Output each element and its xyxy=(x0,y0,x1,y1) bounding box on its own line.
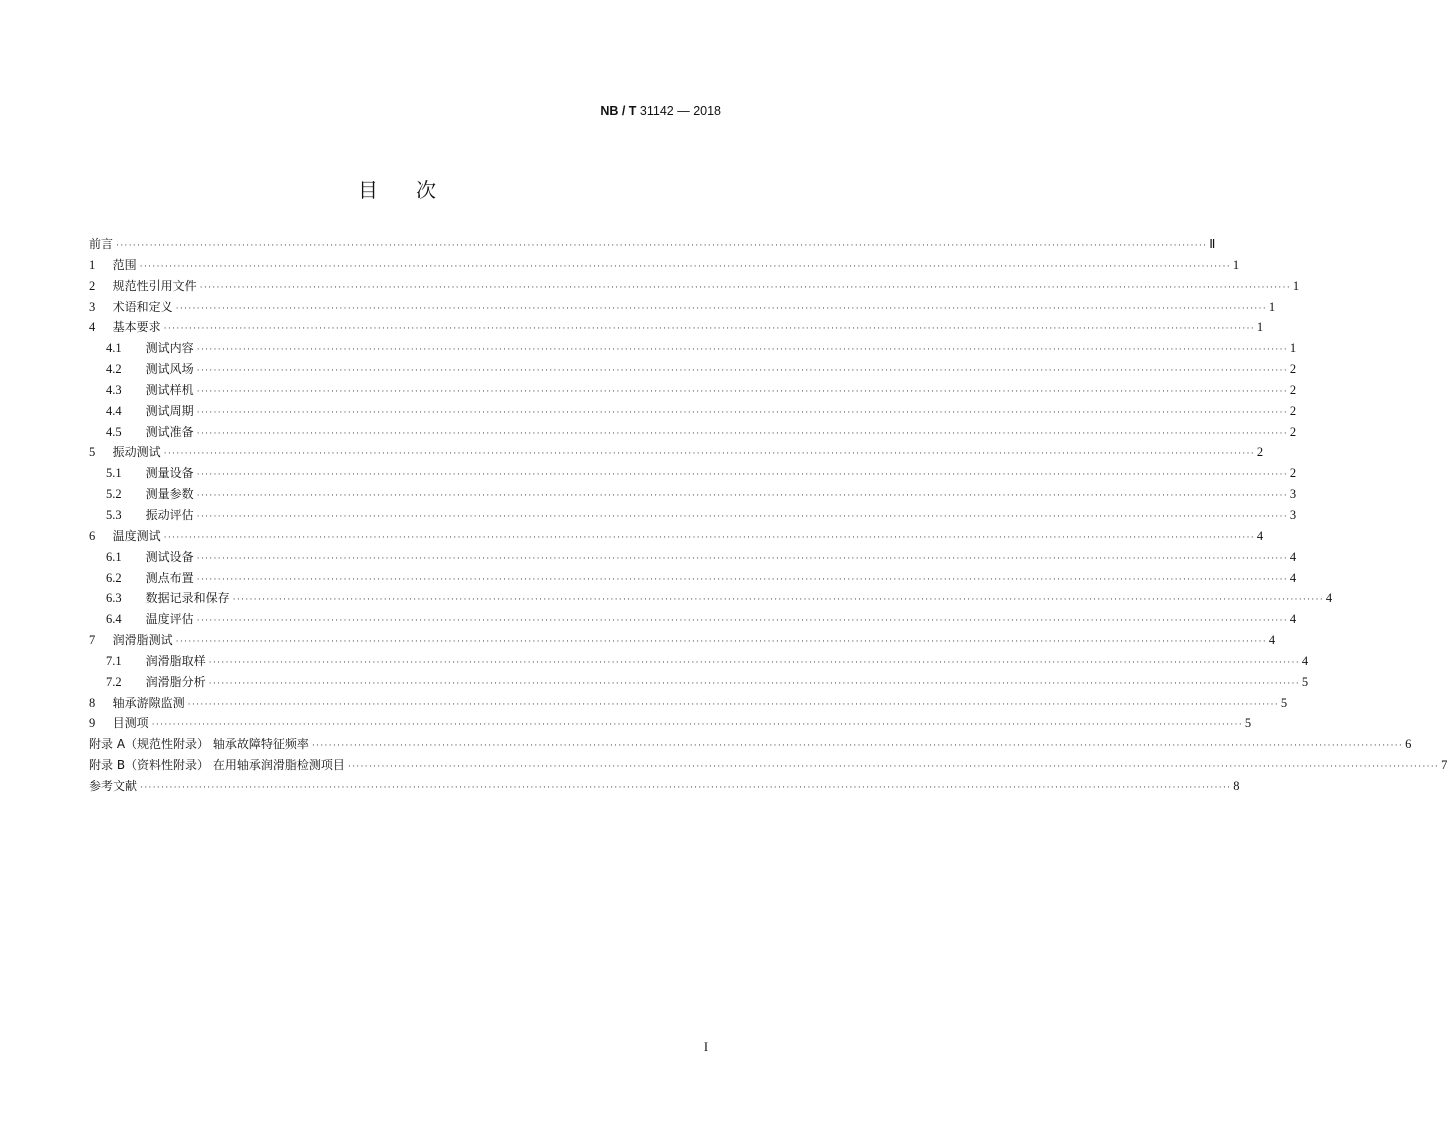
toc-title: 润滑脂分析 xyxy=(145,674,206,689)
toc-title: 温度测试 xyxy=(112,528,161,543)
toc-title: 目测项 xyxy=(112,716,149,731)
toc-page-number: 2 xyxy=(1256,445,1264,460)
toc-entry-label xyxy=(89,776,137,797)
toc-entry-label xyxy=(106,609,194,630)
page-title: 目次 xyxy=(358,178,474,202)
toc-dot-leader: ···································································································································································································································································· xyxy=(116,240,1208,250)
toc-title: 范围 xyxy=(112,257,137,272)
toc-page-number: 4 xyxy=(1289,570,1297,585)
toc-entry-label xyxy=(89,297,173,318)
toc-title: 术语和定义 xyxy=(112,299,173,314)
toc-section-number: 4.1 xyxy=(106,341,122,356)
toc-title: 测试风场 xyxy=(145,362,194,377)
toc-entry-label xyxy=(106,547,194,568)
toc-dot-leader: ···································································································································································································································································· xyxy=(347,761,1440,772)
toc-entry[interactable] xyxy=(89,526,1264,547)
toc-entry-label xyxy=(89,755,345,776)
toc-dot-leader: ···································································································································································································································································· xyxy=(175,636,1267,647)
toc-section-number: 6.2 xyxy=(106,570,122,585)
toc-dot-leader: ···································································································································································································································································· xyxy=(196,365,1288,376)
toc-page-number: 1 xyxy=(1292,278,1300,293)
toc-page-number: 3 xyxy=(1289,507,1297,522)
toc-title: 规范性引用文件 xyxy=(112,278,197,293)
toc-entry[interactable] xyxy=(89,276,1300,297)
toc-section-number: 4.2 xyxy=(106,362,122,377)
toc-section-number: 4.4 xyxy=(106,403,122,418)
toc-title: 测点布置 xyxy=(145,570,194,585)
toc-entry-label xyxy=(89,693,185,714)
toc-page-number: 5 xyxy=(1244,716,1252,731)
toc-section-number: 5.3 xyxy=(106,507,122,522)
toc-section-number: 9 xyxy=(89,716,96,731)
table-of-contents xyxy=(89,234,1447,797)
toc-entry-label xyxy=(106,463,194,484)
toc-page-number: 2 xyxy=(1289,362,1297,377)
toc-title: 测量设备 xyxy=(145,466,194,481)
page-number: I xyxy=(703,1040,708,1054)
toc-entry-label xyxy=(89,442,161,463)
toc-section-number: 4.5 xyxy=(106,424,122,439)
toc-entry[interactable] xyxy=(89,463,1297,484)
toc-entry[interactable] xyxy=(89,713,1252,734)
standard-number xyxy=(600,104,721,118)
toc-dot-leader: ···································································································································································································································································· xyxy=(187,698,1279,709)
toc-entry[interactable] xyxy=(89,588,1333,609)
toc-dot-leader: ···································································································································································································································································· xyxy=(196,385,1288,396)
toc-entry-label xyxy=(106,380,194,401)
standard-prefix: NB / T xyxy=(600,104,637,118)
toc-entry-label xyxy=(89,713,149,734)
toc-entry[interactable] xyxy=(89,380,1297,401)
toc-entry[interactable] xyxy=(89,234,1216,255)
toc-entry-label xyxy=(106,568,194,589)
toc-page-number: 3 xyxy=(1289,487,1297,502)
toc-page-number: 1 xyxy=(1268,299,1276,314)
toc-section-number: 3 xyxy=(89,299,96,314)
toc-page-number: 5 xyxy=(1301,674,1309,689)
toc-title: 润滑脂测试 xyxy=(112,633,173,648)
toc-entry-label xyxy=(106,401,194,422)
toc-section-number: 4.3 xyxy=(106,382,122,397)
toc-section-number: 8 xyxy=(89,695,96,710)
toc-page-number: 1 xyxy=(1289,341,1297,356)
toc-section-number: 5 xyxy=(89,445,96,460)
toc-page-number: 8 xyxy=(1233,778,1240,793)
toc-title: 振动测试 xyxy=(112,445,161,460)
toc-entry-label xyxy=(106,484,194,505)
toc-dot-leader: ···································································································································································································································································· xyxy=(196,510,1288,521)
toc-title: 润滑脂取样 xyxy=(145,653,206,668)
toc-page-number: 4 xyxy=(1256,528,1264,543)
toc-section-number: 4 xyxy=(89,320,96,335)
toc-dot-leader: ···································································································································································································································································· xyxy=(163,323,1255,334)
toc-dot-leader: ···································································································································································································································································· xyxy=(196,573,1288,584)
toc-dot-leader: ···································································································································································································································································· xyxy=(163,448,1255,459)
toc-page-number: 2 xyxy=(1289,382,1297,397)
toc-entry[interactable] xyxy=(89,359,1297,380)
toc-page-number: 4 xyxy=(1268,633,1276,648)
toc-entry[interactable] xyxy=(89,568,1297,589)
toc-entry[interactable] xyxy=(89,651,1309,672)
toc-entry-label xyxy=(106,651,206,672)
toc-dot-leader: ···································································································································································································································································· xyxy=(196,552,1288,563)
toc-dot-leader: ···································································································································································································································································· xyxy=(163,531,1255,542)
toc-entry-label xyxy=(106,359,194,380)
toc-entry[interactable] xyxy=(89,776,1240,797)
toc-title: 测试内容 xyxy=(145,341,194,356)
toc-entry-label xyxy=(89,317,161,338)
toc-entry-label xyxy=(89,734,309,755)
toc-dot-leader: ···································································································································································································································································· xyxy=(232,594,1324,605)
toc-title: 轴承游隙监测 xyxy=(112,695,185,710)
toc-entry[interactable] xyxy=(89,422,1297,443)
toc-entry-label xyxy=(106,588,230,609)
toc-entry[interactable] xyxy=(89,297,1276,318)
toc-entry[interactable] xyxy=(89,317,1264,338)
toc-dot-leader: ···································································································································································································································································· xyxy=(196,427,1288,438)
toc-title: 测试准备 xyxy=(145,424,194,439)
toc-page-number: 4 xyxy=(1325,591,1333,606)
toc-title: 测试设备 xyxy=(145,549,194,564)
toc-section-number: 6.1 xyxy=(106,549,122,564)
toc-entry-label xyxy=(106,338,194,359)
toc-title: 前言 xyxy=(89,237,114,251)
toc-section-number: 7.1 xyxy=(106,653,122,668)
toc-dot-leader: ···································································································································································································································································· xyxy=(196,344,1288,355)
toc-dot-leader: ···································································································································································································································································· xyxy=(311,740,1404,751)
toc-entry-label xyxy=(89,255,137,276)
toc-dot-leader: ···································································································································································································································································· xyxy=(196,406,1288,417)
toc-dot-leader: ···································································································································································································································································· xyxy=(196,490,1288,501)
toc-title: 测试周期 xyxy=(145,403,194,418)
toc-entry-label xyxy=(89,630,173,651)
toc-page-number: 4 xyxy=(1289,612,1297,627)
toc-entry[interactable] xyxy=(89,401,1297,422)
standard-code: 31142 — 2018 xyxy=(636,104,721,118)
toc-section-number: 6.3 xyxy=(106,591,122,606)
toc-page-number: 2 xyxy=(1289,403,1297,418)
toc-page-number: 4 xyxy=(1301,653,1309,668)
toc-entry[interactable] xyxy=(89,734,1412,755)
toc-title: 基本要求 xyxy=(112,320,161,335)
toc-section-number: 7 xyxy=(89,633,96,648)
toc-entry[interactable] xyxy=(89,484,1297,505)
toc-page-number: 4 xyxy=(1289,549,1297,564)
toc-dot-leader: ···································································································································································································································································· xyxy=(199,281,1291,292)
toc-entry[interactable] xyxy=(89,755,1447,776)
toc-entry[interactable] xyxy=(89,547,1297,568)
toc-page-number: 7 xyxy=(1441,758,1447,773)
toc-dot-leader: ···································································································································································································································································· xyxy=(175,302,1267,313)
toc-page-number: 2 xyxy=(1289,424,1297,439)
toc-title: 振动评估 xyxy=(145,507,194,522)
toc-page-number: 1 xyxy=(1256,320,1264,335)
toc-section-number: 2 xyxy=(89,278,96,293)
toc-title: 温度评估 xyxy=(145,612,194,627)
toc-title: 测试样机 xyxy=(145,382,194,397)
toc-title: 附录 A（规范性附录） 轴承故障特征频率 xyxy=(89,737,309,752)
toc-page-number: 5 xyxy=(1280,695,1288,710)
toc-title: 数据记录和保存 xyxy=(145,591,230,606)
toc-entry[interactable] xyxy=(89,672,1309,693)
toc-section-number: 7.2 xyxy=(106,674,122,689)
toc-section-number: 6 xyxy=(89,528,96,543)
toc-dot-leader: ···································································································································································································································································· xyxy=(208,677,1300,688)
toc-entry-label xyxy=(89,234,113,255)
toc-section-number: 5.1 xyxy=(106,466,122,481)
toc-page-number: 6 xyxy=(1405,737,1412,752)
toc-entry[interactable] xyxy=(89,630,1276,651)
toc-dot-leader: ···································································································································································································································································· xyxy=(151,719,1243,730)
toc-entry-label xyxy=(106,422,194,443)
toc-entry[interactable] xyxy=(89,338,1297,359)
toc-page-number: Ⅱ xyxy=(1209,237,1216,251)
toc-title: 附录 B（资料性附录） 在用轴承润滑脂检测项目 xyxy=(89,758,345,773)
toc-entry-label xyxy=(89,526,161,547)
toc-section-number: 6.4 xyxy=(106,612,122,627)
toc-entry[interactable] xyxy=(89,255,1240,276)
toc-entry-label xyxy=(89,276,197,297)
toc-page-number: 1 xyxy=(1232,257,1240,272)
toc-dot-leader: ···································································································································································································································································· xyxy=(139,260,1231,271)
toc-entry[interactable] xyxy=(89,505,1297,526)
toc-entry[interactable] xyxy=(89,693,1288,714)
toc-dot-leader: ···································································································································································································································································· xyxy=(196,615,1288,626)
toc-dot-leader: ···································································································································································································································································· xyxy=(196,469,1288,480)
toc-title: 测量参数 xyxy=(145,487,194,502)
toc-section-number: 1 xyxy=(89,257,96,272)
toc-entry-label xyxy=(106,505,194,526)
toc-section-number: 5.2 xyxy=(106,487,122,502)
toc-entry-label xyxy=(106,672,206,693)
toc-entry[interactable] xyxy=(89,609,1297,630)
toc-dot-leader: ···································································································································································································································································· xyxy=(208,656,1300,667)
toc-entry[interactable] xyxy=(89,442,1264,463)
toc-page-number: 2 xyxy=(1289,466,1297,481)
toc-title: 参考文献 xyxy=(89,778,138,793)
toc-dot-leader: ···································································································································································································································································· xyxy=(140,781,1232,792)
